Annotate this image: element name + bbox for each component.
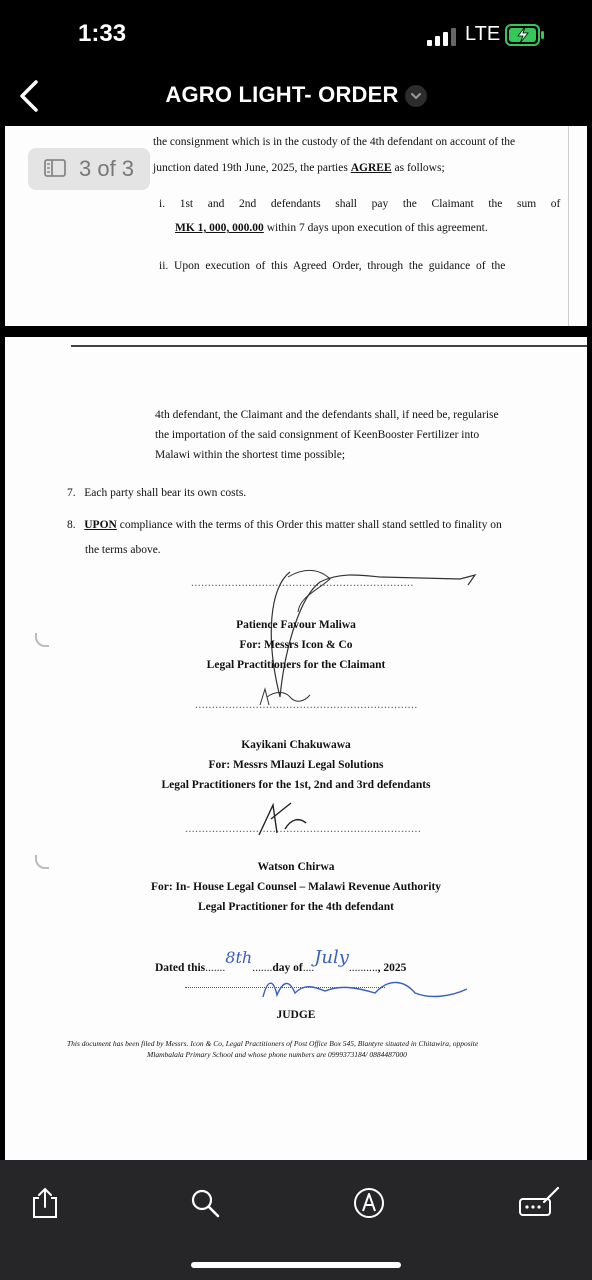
signatory-role: Legal Practitioner for the 4th defendant (197, 901, 394, 913)
search-icon[interactable] (188, 1186, 222, 1220)
filing-note: This document has been filed by Messrs. Icon & Co, Legal Practitioners of Post Office Box 545, Blantyre situated in Chitawira, opposite (67, 1039, 479, 1048)
document-title[interactable]: AGRO LIGHT- ORDER (165, 82, 399, 107)
signature-line: .................................................................. (191, 577, 414, 589)
navigation-bar (0, 70, 592, 125)
page-thumbnail-icon (44, 159, 66, 177)
signal-icon (427, 28, 461, 46)
doc-line: Malawi within the shortest time possible; (155, 449, 346, 461)
signatory-name: Patience Favour Maliwa (236, 619, 356, 631)
battery-charging-icon (505, 24, 545, 46)
signature-scribble-icon (251, 799, 311, 837)
handwritten-month: July (314, 947, 349, 968)
page-indicator (28, 148, 150, 190)
network-label: LTE (465, 23, 501, 45)
judge-label: JUDGE (276, 1009, 316, 1021)
doc-line: MK 1, 000, 000.00 within 7 days upon execution of this agreement. (175, 222, 488, 234)
signatory-firm: For: Messrs Mlauzi Legal Solutions (208, 759, 384, 771)
title-container[interactable] (0, 82, 592, 109)
scan-edge-line (71, 345, 587, 347)
doc-line: the consignment which is in the custody of the 4th defendant on account of the (153, 136, 516, 148)
doc-line: i. 1st and 2nd defendants shall pay the Claimant the sum of (159, 198, 561, 210)
signatory-name: Kayikani Chakuwawa (241, 739, 351, 751)
status-time: 1:33 (78, 20, 127, 47)
share-icon[interactable] (28, 1186, 62, 1220)
judge-signature-icon (255, 967, 475, 1007)
doc-line: the importation of the said consignment of KeenBooster Fertilizer into (155, 429, 480, 441)
doc-line: 4th defendant, the Claimant and the defendants shall, if need be, regularise (155, 409, 499, 421)
doc-line: the terms above. (85, 544, 161, 556)
signatory-firm: For: In- House Legal Counsel – Malawi Revenue Authority (150, 881, 442, 893)
signatory-name: Watson Chirwa (257, 861, 335, 873)
signatory-firm: For: Messrs Icon & Co (239, 639, 353, 651)
doc-line: 7. Each party shall bear its own costs. (67, 487, 247, 499)
doc-line: junction dated 19th June, 2025, the parties AGREE as follows; (153, 162, 445, 174)
handwritten-day: 8th (225, 948, 253, 967)
markup-icon[interactable] (352, 1186, 386, 1220)
signature-scribble-icon (255, 685, 315, 709)
signature-line: ...................................................................... (185, 823, 422, 835)
page-indicator-label: 3 of 3 (79, 156, 135, 181)
home-indicator (191, 1262, 401, 1268)
page-edge (568, 126, 569, 326)
signatory-role: Legal Practitioners for the Claimant (206, 659, 386, 671)
dated-line: Dated this.......8th.......day of....July.........., 2025 (155, 947, 407, 974)
doc-line: ii. Upon execution of this Agreed Order, through the guidance of the (159, 260, 506, 272)
document-page-current[interactable] (5, 337, 587, 1160)
signature-line: .................................................................. (195, 699, 418, 711)
filing-note: Mlambalala Primary School and whose phone numbers are 0999373184/ 0884487000 (147, 1050, 407, 1059)
doc-line: 8. UPON compliance with the terms of this Order this matter shall stand settled to finality on (67, 519, 502, 531)
status-bar (0, 0, 592, 70)
form-fill-icon[interactable] (518, 1186, 562, 1220)
signatory-role: Legal Practitioners for the 1st, 2nd and 3rd defendants (161, 779, 431, 791)
chevron-down-icon[interactable] (405, 85, 427, 107)
